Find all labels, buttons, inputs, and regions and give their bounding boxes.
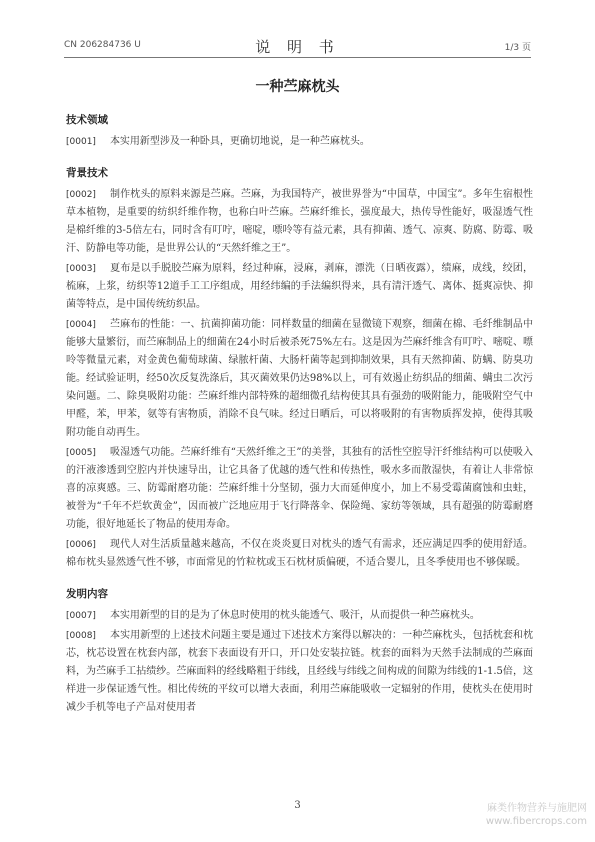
watermark-url: www.fibercrops.com	[485, 816, 587, 827]
paragraph-number: [0008]	[66, 631, 96, 641]
paragraph-number: [0007]	[66, 611, 96, 621]
document-body	[66, 112, 533, 719]
paragraph	[66, 186, 533, 258]
paragraph-text: 制作枕头的原料来源是苎麻。苎麻，为我国特产，被世界誉为“中国草，中国宝”。多年生宿根性草本植物，是重要的纺织纤维作物，也称白叶苎麻。苎麻纤维长，强度最大，热传导性能好，吸湿透气性是棉纤维的3-5倍左右，同时含有叮咛，嘧啶，嘌呤等有益元素，具有抑菌、透气、凉爽、防腐、防霉、吸汗、防静电等功能，是世界公认的“天然纤维之王”。	[66, 189, 533, 254]
section-heading: 发明内容	[66, 588, 108, 600]
section-heading: 背景技术	[66, 167, 108, 179]
paragraph	[66, 627, 533, 717]
paragraph-text: 现代人对生活质量越来越高，不仅在炎炎夏日对枕头的透气有需求，还应满足四季的使用舒适。棉布枕头显然透气性不够，市面常见的竹粒枕或玉石枕材质偏硬，不适合婴儿，且冬季使用也不够保暖。	[66, 539, 533, 568]
paragraph	[66, 133, 533, 151]
paragraph	[66, 316, 533, 442]
document-type: 说 明 书	[255, 38, 340, 56]
watermark	[486, 802, 587, 828]
paragraph-number: [0006]	[66, 540, 96, 550]
paragraph	[66, 444, 533, 534]
paragraph-text: 苎麻布的性能：一、抗菌抑菌功能：同样数量的细菌在显微镜下观察，细菌在棉、毛纤维制品中能够大量繁衍，而苎麻制品上的细菌在24小时后被杀死75%左右。这是因为苎麻纤维含有叮咛、嘧啶、嘌呤等微量元素，对金黄色葡萄球菌、绿脓杆菌、大肠杆菌等起到抑制效果，具有天然抑菌、防螨、防臭功能。经试验证明，经50次反复洗涤后，其灭菌效果仍达98%以上，可有效遏止纺织品的细菌、螨虫二次污染问题。二、除臭吸附功能：苎麻纤维内部特殊的超细微孔结构使其具有强劲的吸附能力，能吸附空气中甲醛，苯，甲苯，氨等有害物质，消除不良气味。经过日晒后，可以将吸附的有害物质挥发掉，使得其吸附功能自动再生。	[66, 319, 533, 438]
paragraph-text: 本实用新型的目的是为了休息时使用的枕头能透气、吸汗，从而提供一种苎麻枕头。	[109, 610, 480, 621]
paragraph	[66, 536, 533, 572]
page-header	[64, 36, 531, 54]
paragraph-text: 本实用新型涉及一种卧具，更确切地说，是一种苎麻枕头。	[109, 136, 370, 147]
paragraph-text: 吸湿透气功能。苎麻纤维有“天然纤维之王”的美誉，其独有的活性空腔导汗纤维结构可以使吸入的汗液渗透到空腔内并快速导出，让它具备了优越的透气性和传热性，吸水多而散湿快，有着让人非常惊喜的凉爽感。三、防霉耐磨功能：苎麻纤维十分坚韧，强力大而延伸度小，加上不易受霉菌腐蚀和虫蛀，被誉为“千年不烂软黄金”，因而被广泛地应用于飞行降落伞、保险绳、家纺等领域，具有超强的防霉耐磨功能，很好地延长了物品的使用寿命。	[66, 447, 533, 530]
header-rule	[64, 57, 531, 58]
section-invention	[66, 586, 533, 717]
paragraph	[66, 607, 533, 625]
paragraph-number: [0004]	[66, 320, 96, 330]
paragraph-number: [0005]	[66, 448, 96, 458]
section-tech-field	[66, 112, 533, 151]
paragraph-text: 夏布是以手脱胶苎麻为原料，经过种麻，浸麻，剥麻，漂洗（日晒夜露），绩麻，成线，绞团，梳麻，上浆，纺织等12道手工工序组成，用经纬编的手法编织得来，具有清汗透气、离体、挺爽凉快、抑菌等特点，是中国传统纺织品。	[66, 263, 533, 310]
section-background	[66, 165, 533, 572]
publication-number: CN 206284736 U	[64, 40, 141, 50]
section-heading: 技术领域	[66, 114, 108, 126]
paragraph-number: [0002]	[66, 190, 96, 200]
document-title: 一种苎麻枕头	[255, 79, 340, 95]
page-number: 3	[294, 800, 301, 811]
page-indicator: 1/3 页	[504, 43, 531, 53]
paragraph-number: [0001]	[66, 137, 96, 147]
paragraph-text: 本实用新型的上述技术问题主要是通过下述技术方案得以解决的：一种苎麻枕头，包括枕套和枕芯，枕芯设置在枕套内部，枕套下表面设有开口，开口处安装拉链。枕套的面料为天然手法制成的苎麻面料，为苎麻手工拈绩纱。苎麻面料的经线略粗于纬线，且经线与纬线之间构成的间隙为纬线的1-1.5倍，这样进一步保证透气性。相比传统的平纹可以增大表面，利用苎麻能吸收一定辐射的作用，使枕头在使用时减少手机等电子产品对使用者	[66, 630, 533, 713]
paragraph	[66, 260, 533, 314]
paragraph-number: [0003]	[66, 264, 96, 274]
watermark-site-name: 麻类作物营养与施肥网	[487, 803, 587, 814]
